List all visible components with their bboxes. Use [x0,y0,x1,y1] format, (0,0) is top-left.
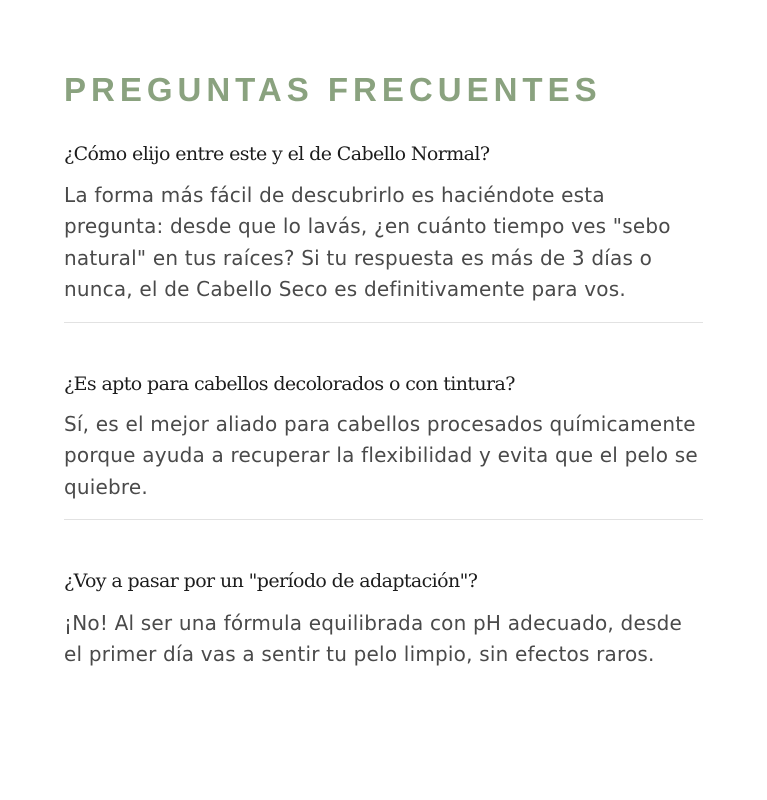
faq-title: PREGUNTAS FRECUENTES [64,71,602,108]
faq-question: ¿Es apto para cabellos decolorados o con tintura? [64,373,515,396]
faq-question: ¿Voy a pasar por un "período de adaptación"? [64,570,478,593]
faq-answer: La forma más fácil de descubrirlo es haciéndote esta pregunta: desde que lo lavás, ¿en cuánto tiempo ves "sebo natural" en tus raíces? Si tu respuesta es más de 3 días o nunca, el de Cabello Seco es definitivamente para vos. [64,183,671,301]
faq-section [64,70,703,671]
faq-question: ¿Cómo elijo entre este y el de Cabello Normal? [64,143,490,165]
faq-item [64,140,703,323]
faq-answer: Sí, es el mejor aliado para cabellos procesados químicamente porque ayuda a recuperar la flexibilidad y evita que el pelo se quiebre. [64,412,698,499]
faq-answer: ¡No! Al ser una fórmula equilibrada con pH adecuado, desde el primer día vas a sentir tu pelo limpio, sin efectos raros. [64,611,682,667]
faq-item [64,567,703,671]
faq-item [64,370,703,520]
